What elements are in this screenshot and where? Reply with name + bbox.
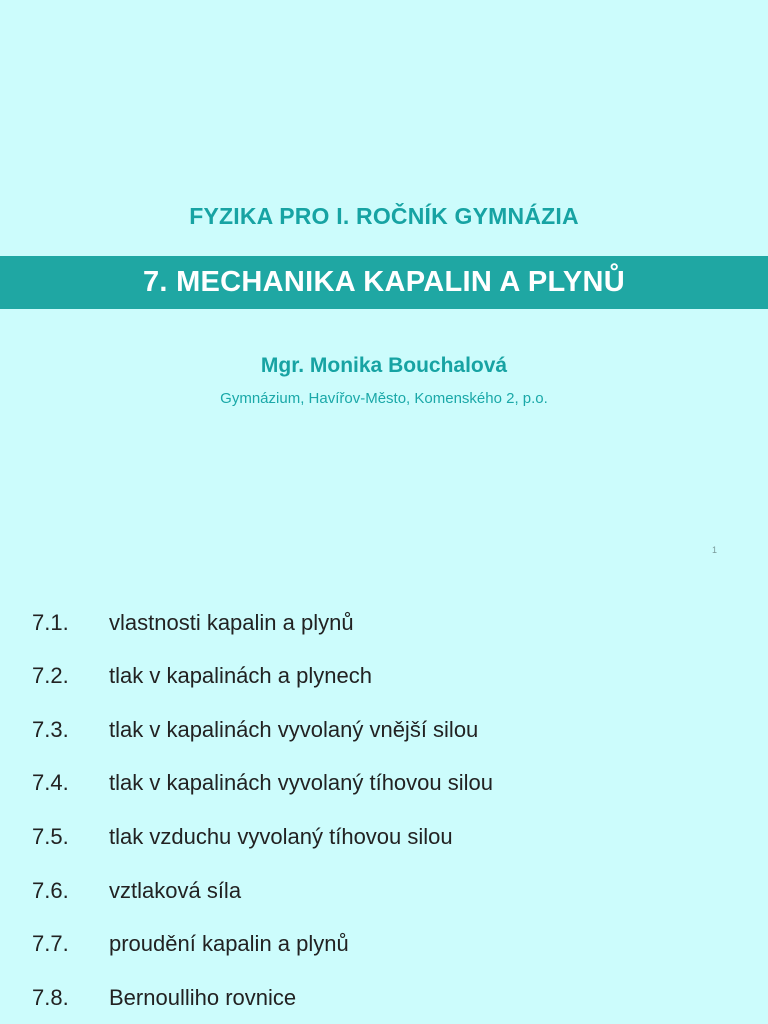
slide-number: 1 bbox=[712, 545, 718, 555]
toc-item-text: vlastnosti kapalin a plynů bbox=[109, 610, 354, 635]
toc-item bbox=[0, 931, 768, 961]
toc-item bbox=[0, 663, 768, 693]
toc-item bbox=[0, 878, 768, 908]
toc-item-number: 7.3. bbox=[32, 717, 69, 742]
toc-item-text: Bernoulliho rovnice bbox=[109, 985, 297, 1010]
toc-item bbox=[0, 610, 768, 640]
toc-item bbox=[0, 824, 768, 854]
toc-item-number: 7.4. bbox=[32, 770, 69, 795]
chapter-title: 7. MECHANIKA KAPALIN A PLYNŮ bbox=[142, 266, 626, 298]
toc-item-text: tlak vzduchu vyvolaný tíhovou silou bbox=[109, 824, 453, 849]
toc-item-number: 7.5. bbox=[32, 824, 69, 849]
toc-item bbox=[0, 717, 768, 747]
toc-item-text: vztlaková síla bbox=[109, 878, 242, 903]
chapter-title-band bbox=[0, 256, 768, 309]
toc-item-text: tlak v kapalinách vyvolaný tíhovou silou bbox=[109, 770, 493, 795]
toc-item-number: 7.7. bbox=[32, 931, 69, 956]
toc-item bbox=[0, 770, 768, 800]
school-name: Gymnázium, Havířov-Město, Komenského 2, p.o. bbox=[220, 390, 548, 407]
toc-item-text: tlak v kapalinách a plynech bbox=[109, 663, 372, 688]
toc-item bbox=[0, 985, 768, 1015]
toc-item-text: tlak v kapalinách vyvolaný vnější silou bbox=[109, 717, 479, 742]
course-title: FYZIKA PRO I. ROČNÍK GYMNÁZIA bbox=[189, 203, 579, 229]
toc-item-number: 7.1. bbox=[32, 610, 69, 635]
toc-item-number: 7.2. bbox=[32, 663, 69, 688]
toc-item-number: 7.8. bbox=[32, 985, 69, 1010]
author-name: Mgr. Monika Bouchalová bbox=[260, 354, 508, 377]
toc-item-text: proudění kapalin a plynů bbox=[109, 931, 349, 956]
toc-item-number: 7.6. bbox=[32, 878, 69, 903]
